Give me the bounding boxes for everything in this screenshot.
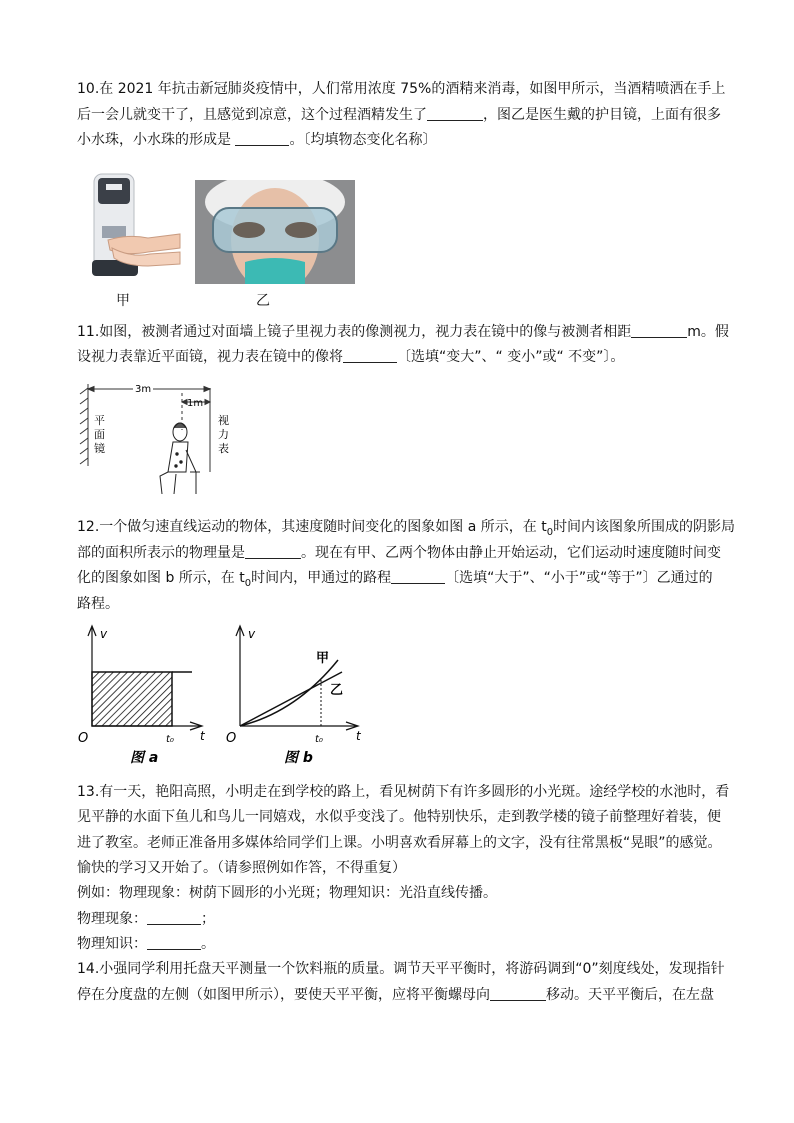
t0-label: t₀ <box>315 734 323 745</box>
answer-blank[interactable] <box>427 106 483 121</box>
figure-caption-yi: 乙 <box>256 293 270 309</box>
velocity-time-graph-b <box>226 622 368 768</box>
subscript: 0 <box>244 577 252 589</box>
doctor-goggles-photo <box>195 180 355 284</box>
q12-text: 部的面积所表示的物理量是 <box>77 545 245 561</box>
figure-caption-a: 图 a <box>130 750 159 766</box>
q11-text: 〔选填“变大”、“ 变小”或“ 不变”〕。 <box>397 349 625 365</box>
eye-test-diagram <box>78 380 238 504</box>
mirror-label: 面 <box>94 428 105 441</box>
q10-text: 小水珠，小水珠的形成是 <box>77 132 236 148</box>
q13-text: ； <box>201 911 215 927</box>
answer-blank[interactable] <box>490 986 546 1001</box>
q11-line-2 <box>77 348 624 366</box>
q14-line-2 <box>77 986 714 1004</box>
subscript: 0 <box>546 526 554 538</box>
q12-text: 12.一个做匀速直线运动的物体，其速度随时间变化的图象如图 a 所示，在 t <box>77 519 547 535</box>
t0-label: t₀ <box>166 734 174 745</box>
q10-line-2 <box>77 106 721 124</box>
q10-line-1: 10.在 2021 年抗击新冠肺炎疫情中，人们常用浓度 75%的酒精来消毒，如图甲所示，当酒精喷洒在手上 <box>77 81 726 97</box>
q10-line-3 <box>77 131 436 149</box>
mirror-label: 平 <box>94 414 105 427</box>
label-jia: 甲 <box>316 651 330 666</box>
label-yi: 乙 <box>330 683 344 698</box>
figure-caption-jia: 甲 <box>116 293 130 309</box>
q12-text: 化的图象如图 b 所示，在 t <box>77 570 245 586</box>
eye-chart-label: 力 <box>218 428 229 441</box>
answer-blank[interactable] <box>245 544 301 559</box>
q12-line-3 <box>77 569 713 593</box>
answer-blank[interactable] <box>147 910 201 925</box>
q12-text: 。现在有甲、乙两个物体由静止开始运动，它们运动时速度随时间变 <box>301 545 721 561</box>
q13-knowledge <box>77 935 215 953</box>
v-axis-label: v <box>100 627 108 641</box>
answer-blank[interactable] <box>235 131 289 146</box>
q13-line-1: 13.有一天，艳阳高照，小明走在到学校的路上，看见树荫下有许多圆形的小光斑。途经学校的水池时，看 <box>77 784 730 800</box>
answer-blank[interactable] <box>631 323 687 338</box>
q11-text: m。假 <box>687 324 729 340</box>
q13-text: 。 <box>201 936 215 952</box>
eye-chart-label: 视 <box>218 414 229 427</box>
eye-chart-label: 表 <box>218 442 229 455</box>
q12-line-1 <box>77 518 735 542</box>
distance-1m: 1m <box>187 398 204 409</box>
q11-text: 设视力表靠近平面镜，视力表在镜中的像将 <box>77 349 343 365</box>
v-axis-label: v <box>248 627 256 641</box>
q12-line-2 <box>77 544 721 562</box>
distance-3m: 3m <box>135 384 152 395</box>
t-axis-label: t <box>200 729 205 743</box>
origin-label: O <box>78 731 89 746</box>
origin-label: O <box>226 731 237 746</box>
curve-jia <box>240 660 338 726</box>
sanitizer-dispenser-photo <box>88 168 182 280</box>
q12-text: 时间内，甲通过的路程 <box>251 570 392 586</box>
q13-line-3: 进了教室。老师正准备用多媒体给同学们上课。小明喜欢看屏幕上的文字，没有往常黑板“晃眼”的感觉。 <box>77 835 722 851</box>
q13-text: 物理现象： <box>77 911 147 927</box>
q13-phenomenon <box>77 910 215 928</box>
answer-blank[interactable] <box>147 935 201 950</box>
q10-text: 。〔均填物态变化名称〕 <box>289 132 437 148</box>
q11-text: 11.如图，被测者通过对面墙上镜子里视力表的像测视力，视力表在镜中的像与被测者相距 <box>77 324 632 340</box>
figure-caption-b: 图 b <box>284 750 313 766</box>
seated-person-figure <box>160 423 200 494</box>
t-axis-label: t <box>356 729 361 743</box>
q11-line-1 <box>77 323 729 341</box>
q10-text: ，图乙是医生戴的护目镜，上面有很多 <box>483 107 721 123</box>
q13-line-2: 见平静的水面下鱼儿和鸟儿一同嬉戏，水似乎变浅了。他特别快乐，走到教学楼的镜子前整理好着装，便 <box>77 809 721 825</box>
q14-text: 停在分度盘的左侧（如图甲所示），要使天平平衡，应将平衡螺母向 <box>77 987 490 1003</box>
mirror-label: 镜 <box>94 442 105 455</box>
line-yi <box>240 672 342 726</box>
q12-text: 时间内该图象所围成的阴影局 <box>553 519 736 535</box>
q12-text: 〔选填“大于”、“小于”或“等于”〕乙通过的 <box>445 570 713 586</box>
q14-line-1: 14.小强同学利用托盘天平测量一个饮料瓶的质量。调节天平平衡时，将游码调到“0”刻度线处，发现指针 <box>77 961 725 977</box>
q13-line-4: 愉快的学习又开始了。（请参照例如作答，不得重复） <box>77 860 406 876</box>
q10-text: 后一会儿就变干了，且感觉到凉意，这个过程酒精发生了 <box>77 107 427 123</box>
answer-blank[interactable] <box>391 569 445 584</box>
answer-blank[interactable] <box>343 348 397 363</box>
shaded-area <box>92 672 172 726</box>
q13-example: 例如：物理现象：树荫下圆形的小光斑；物理知识：光沿直线传播。 <box>77 885 497 901</box>
q12-line-4: 路程。 <box>77 596 119 612</box>
q13-text: 物理知识： <box>77 936 147 952</box>
velocity-time-graph-a <box>78 622 218 768</box>
q14-text: 移动。天平平衡后，在左盘 <box>546 987 714 1003</box>
